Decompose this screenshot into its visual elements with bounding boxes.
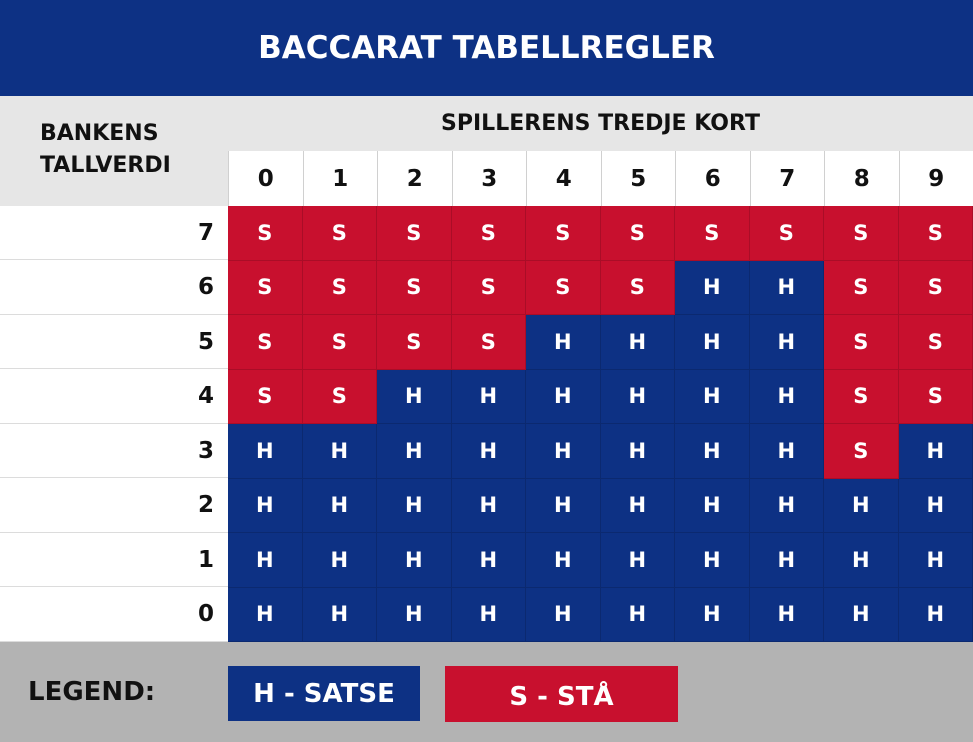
column-header-2: 2: [377, 151, 452, 206]
legend-hit-box: H - SATSE: [228, 666, 420, 721]
rule-cell: H: [824, 479, 899, 534]
rule-cell: H: [899, 424, 973, 479]
rule-cell: H: [526, 424, 601, 479]
rule-cell: S: [824, 315, 899, 370]
rule-cell: H: [675, 424, 750, 479]
rule-cell: S: [228, 206, 303, 261]
rule-cell: H: [452, 479, 527, 534]
page-title: BACCARAT TABELLREGLER: [258, 30, 715, 66]
rule-cell: H: [675, 588, 750, 643]
rule-cell: H: [601, 424, 676, 479]
rule-cell: H: [452, 533, 527, 588]
rule-cell: H: [303, 533, 378, 588]
rule-cell: H: [526, 315, 601, 370]
row-axis-title: [40, 118, 171, 182]
rule-cell: H: [377, 588, 452, 643]
rule-cell: H: [601, 588, 676, 643]
rule-cell: H: [228, 424, 303, 479]
rule-cell: H: [899, 479, 973, 534]
rule-cell: H: [452, 424, 527, 479]
rule-cell: S: [675, 206, 750, 261]
rule-cell: S: [452, 315, 527, 370]
rule-cell: H: [526, 479, 601, 534]
rule-cell: S: [899, 370, 973, 425]
rule-cell: H: [601, 479, 676, 534]
rule-cell: S: [377, 206, 452, 261]
title-bar: [0, 0, 973, 96]
column-header-3: 3: [452, 151, 527, 206]
rule-cell: S: [303, 261, 378, 316]
row-label-0: 0: [0, 588, 228, 642]
rule-cell: H: [675, 533, 750, 588]
rule-cell: S: [526, 206, 601, 261]
row-axis-title-line2: TALLVERDI: [40, 153, 171, 178]
rule-cell: H: [601, 533, 676, 588]
column-header-8: 8: [824, 151, 899, 206]
column-header-0: 0: [228, 151, 303, 206]
rule-cell: H: [750, 588, 825, 643]
rule-cell: S: [750, 206, 825, 261]
rule-cell: S: [377, 261, 452, 316]
rule-cell: S: [899, 261, 973, 316]
rule-cell: H: [228, 588, 303, 643]
rule-cell: S: [824, 424, 899, 479]
rule-cell: H: [452, 370, 527, 425]
column-header-6: 6: [675, 151, 750, 206]
legend-label: LEGEND:: [28, 677, 156, 707]
rule-cell: H: [824, 588, 899, 643]
legend-stand-box: S - STÅ: [445, 666, 678, 722]
rule-cell: H: [377, 533, 452, 588]
rule-cell: S: [824, 370, 899, 425]
rule-cell: S: [824, 206, 899, 261]
rule-cell: H: [303, 479, 378, 534]
rule-cell: S: [452, 261, 527, 316]
rule-cell: H: [675, 370, 750, 425]
rule-cell: S: [303, 370, 378, 425]
rule-cell: H: [675, 315, 750, 370]
row-label-3: 3: [0, 424, 228, 478]
rule-cell: H: [377, 479, 452, 534]
rule-cell: S: [303, 206, 378, 261]
rule-cell: H: [526, 533, 601, 588]
column-axis-title: SPILLERENS TREDJE KORT: [228, 96, 973, 151]
column-header-4: 4: [526, 151, 601, 206]
rule-cell: H: [750, 424, 825, 479]
row-label-6: 6: [0, 261, 228, 315]
rule-cell: H: [526, 588, 601, 643]
row-label-2: 2: [0, 479, 228, 533]
rule-cell: H: [675, 479, 750, 534]
rule-cell: H: [377, 370, 452, 425]
rule-cell: H: [899, 533, 973, 588]
rule-cell: S: [824, 261, 899, 316]
row-label-1: 1: [0, 533, 228, 587]
rule-cell: H: [526, 370, 601, 425]
row-label-7: 7: [0, 206, 228, 260]
row-axis-header: [0, 96, 228, 206]
rule-cell: S: [303, 315, 378, 370]
rule-cell: H: [899, 588, 973, 643]
rule-cell: S: [601, 206, 676, 261]
rule-cell: S: [228, 261, 303, 316]
rule-cell: H: [750, 315, 825, 370]
rule-cell: H: [824, 533, 899, 588]
row-label-4: 4: [0, 370, 228, 424]
rule-cell: S: [899, 206, 973, 261]
rule-cell: S: [377, 315, 452, 370]
row-label-5: 5: [0, 315, 228, 369]
column-header-5: 5: [601, 151, 676, 206]
rule-cell: S: [228, 370, 303, 425]
row-axis-title-line1: BANKENS: [40, 121, 159, 146]
rule-cell: H: [228, 479, 303, 534]
rule-cell: H: [750, 479, 825, 534]
rule-cell: S: [526, 261, 601, 316]
rule-cell: H: [303, 424, 378, 479]
rule-cell: S: [601, 261, 676, 316]
rule-cell: H: [750, 261, 825, 316]
rule-cell: H: [601, 315, 676, 370]
column-header-9: 9: [899, 151, 973, 206]
rule-cell: H: [750, 533, 825, 588]
rule-cell: H: [675, 261, 750, 316]
rule-cell: S: [899, 315, 973, 370]
rule-cell: S: [452, 206, 527, 261]
rule-cell: H: [303, 588, 378, 643]
column-header-1: 1: [303, 151, 378, 206]
rule-cell: H: [452, 588, 527, 643]
rule-cell: H: [228, 533, 303, 588]
rule-cell: S: [228, 315, 303, 370]
rule-cell: H: [377, 424, 452, 479]
column-header-7: 7: [750, 151, 825, 206]
rule-cell: H: [750, 370, 825, 425]
rule-cell: H: [601, 370, 676, 425]
